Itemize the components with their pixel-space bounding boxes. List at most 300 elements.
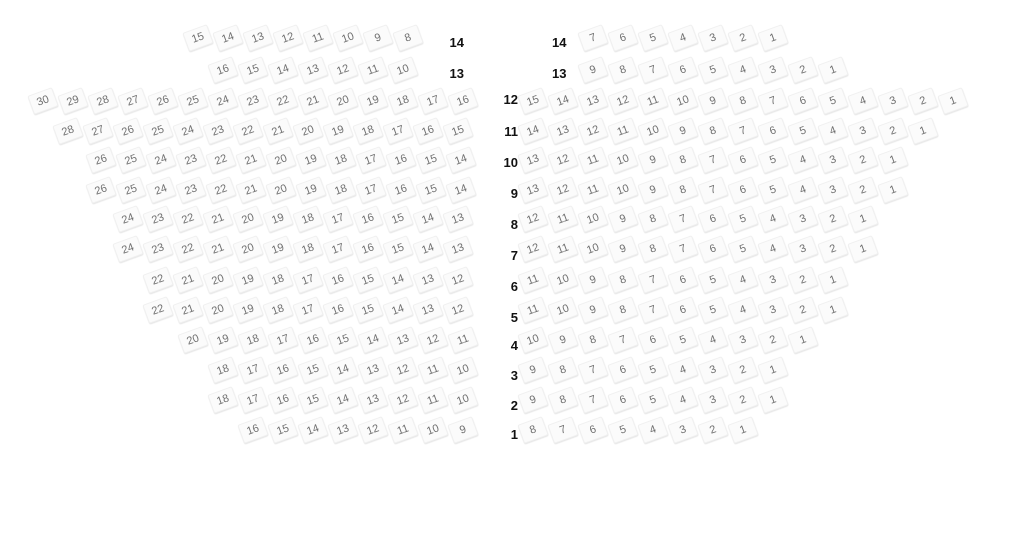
seat[interactable]: 23: [237, 87, 268, 115]
seat[interactable]: 14: [547, 87, 578, 115]
seat[interactable]: 4: [667, 24, 698, 52]
seat[interactable]: 26: [147, 87, 178, 115]
seat[interactable]: 4: [727, 296, 758, 324]
seat[interactable]: 4: [667, 356, 698, 384]
seat[interactable]: 21: [297, 87, 328, 115]
seat[interactable]: 14: [445, 146, 476, 174]
seat[interactable]: 2: [877, 117, 908, 145]
seat[interactable]: 22: [172, 205, 203, 233]
seat[interactable]: 2: [847, 176, 878, 204]
seat[interactable]: 13: [387, 326, 418, 354]
seat[interactable]: 10: [577, 205, 608, 233]
seat[interactable]: 5: [757, 176, 788, 204]
seat[interactable]: 4: [727, 56, 758, 84]
seat[interactable]: 21: [202, 235, 233, 263]
seat[interactable]: 15: [267, 416, 298, 444]
seat[interactable]: 24: [112, 235, 143, 263]
seat[interactable]: 14: [382, 296, 413, 324]
seat[interactable]: 13: [242, 24, 273, 52]
seat[interactable]: 1: [757, 356, 788, 384]
seat[interactable]: 16: [297, 326, 328, 354]
seat[interactable]: 13: [357, 356, 388, 384]
seat[interactable]: 1: [907, 117, 938, 145]
seat[interactable]: 19: [322, 117, 353, 145]
seat[interactable]: 7: [547, 416, 578, 444]
seat[interactable]: 17: [382, 117, 413, 145]
seat[interactable]: 9: [362, 24, 393, 52]
seat[interactable]: 8: [577, 326, 608, 354]
seat[interactable]: 10: [517, 326, 548, 354]
seat[interactable]: 27: [117, 87, 148, 115]
seat[interactable]: 1: [817, 266, 848, 294]
seat[interactable]: 12: [327, 56, 358, 84]
seat[interactable]: 3: [817, 176, 848, 204]
seat[interactable]: 8: [392, 24, 423, 52]
seat[interactable]: 10: [387, 56, 418, 84]
seat[interactable]: 8: [517, 416, 548, 444]
seat[interactable]: 11: [517, 296, 548, 324]
seat[interactable]: 5: [697, 266, 728, 294]
seat[interactable]: 7: [637, 56, 668, 84]
seat[interactable]: 6: [697, 235, 728, 263]
seat[interactable]: 22: [205, 176, 236, 204]
seat[interactable]: 10: [332, 24, 363, 52]
seat[interactable]: 2: [727, 24, 758, 52]
seat[interactable]: 18: [387, 87, 418, 115]
seat[interactable]: 15: [382, 235, 413, 263]
seat[interactable]: 17: [292, 296, 323, 324]
seat[interactable]: 23: [175, 176, 206, 204]
seat[interactable]: 7: [757, 87, 788, 115]
seat[interactable]: 16: [352, 205, 383, 233]
seat[interactable]: 15: [442, 117, 473, 145]
seat[interactable]: 21: [235, 146, 266, 174]
seat[interactable]: 13: [517, 146, 548, 174]
seat[interactable]: 23: [142, 235, 173, 263]
seat[interactable]: 18: [325, 146, 356, 174]
seat[interactable]: 7: [577, 24, 608, 52]
seat[interactable]: 8: [697, 117, 728, 145]
seat[interactable]: 6: [607, 356, 638, 384]
seat[interactable]: 9: [637, 146, 668, 174]
seat[interactable]: 16: [412, 117, 443, 145]
seat[interactable]: 14: [267, 56, 298, 84]
seat[interactable]: 7: [577, 356, 608, 384]
seat[interactable]: 6: [727, 176, 758, 204]
seat[interactable]: 28: [87, 87, 118, 115]
seat[interactable]: 25: [115, 146, 146, 174]
seat[interactable]: 26: [85, 176, 116, 204]
seat[interactable]: 11: [577, 176, 608, 204]
seat[interactable]: 17: [267, 326, 298, 354]
seat[interactable]: 15: [182, 24, 213, 52]
seat[interactable]: 12: [442, 296, 473, 324]
seat[interactable]: 14: [412, 235, 443, 263]
seat[interactable]: 7: [607, 326, 638, 354]
seat[interactable]: 4: [787, 176, 818, 204]
seat[interactable]: 4: [817, 117, 848, 145]
seat[interactable]: 14: [445, 176, 476, 204]
seat[interactable]: 2: [817, 205, 848, 233]
seat[interactable]: 5: [697, 56, 728, 84]
seat[interactable]: 18: [292, 235, 323, 263]
seat[interactable]: 8: [547, 386, 578, 414]
seat[interactable]: 1: [757, 24, 788, 52]
seat[interactable]: 15: [237, 56, 268, 84]
seat[interactable]: 11: [447, 326, 478, 354]
seat[interactable]: 1: [937, 87, 968, 115]
seat[interactable]: 16: [267, 356, 298, 384]
seat[interactable]: 22: [142, 266, 173, 294]
seat[interactable]: 6: [607, 386, 638, 414]
seat[interactable]: 15: [327, 326, 358, 354]
seat[interactable]: 20: [292, 117, 323, 145]
seat[interactable]: 1: [847, 235, 878, 263]
seat[interactable]: 20: [177, 326, 208, 354]
seat[interactable]: 6: [667, 266, 698, 294]
seat[interactable]: 7: [577, 386, 608, 414]
seat[interactable]: 19: [295, 146, 326, 174]
seat[interactable]: 1: [727, 416, 758, 444]
seat[interactable]: 9: [697, 87, 728, 115]
seat[interactable]: 3: [757, 296, 788, 324]
seat[interactable]: 24: [172, 117, 203, 145]
seat[interactable]: 5: [727, 235, 758, 263]
seat[interactable]: 18: [262, 296, 293, 324]
seat[interactable]: 2: [727, 386, 758, 414]
seat[interactable]: 22: [232, 117, 263, 145]
seat[interactable]: 12: [387, 356, 418, 384]
seat[interactable]: 9: [667, 117, 698, 145]
seat[interactable]: 11: [607, 117, 638, 145]
seat[interactable]: 21: [235, 176, 266, 204]
seat[interactable]: 14: [327, 356, 358, 384]
seat[interactable]: 6: [667, 56, 698, 84]
seat[interactable]: 13: [297, 56, 328, 84]
seat[interactable]: 9: [517, 356, 548, 384]
seat[interactable]: 22: [267, 87, 298, 115]
seat[interactable]: 15: [415, 146, 446, 174]
seat[interactable]: 14: [327, 386, 358, 414]
seat[interactable]: 28: [52, 117, 83, 145]
seat[interactable]: 10: [607, 146, 638, 174]
seat[interactable]: 5: [637, 356, 668, 384]
seat[interactable]: 26: [85, 146, 116, 174]
seat[interactable]: 14: [297, 416, 328, 444]
seat[interactable]: 18: [352, 117, 383, 145]
seat[interactable]: 18: [325, 176, 356, 204]
seat[interactable]: 17: [237, 356, 268, 384]
seat[interactable]: 8: [667, 146, 698, 174]
seat[interactable]: 17: [237, 386, 268, 414]
seat[interactable]: 20: [232, 235, 263, 263]
seat[interactable]: 17: [417, 87, 448, 115]
seat[interactable]: 6: [727, 146, 758, 174]
seat[interactable]: 1: [877, 176, 908, 204]
seat[interactable]: 9: [607, 235, 638, 263]
seat[interactable]: 8: [667, 176, 698, 204]
seat[interactable]: 8: [607, 266, 638, 294]
seat[interactable]: 9: [447, 416, 478, 444]
seat[interactable]: 2: [907, 87, 938, 115]
seat[interactable]: 12: [272, 24, 303, 52]
seat[interactable]: 16: [385, 176, 416, 204]
seat[interactable]: 19: [357, 87, 388, 115]
seat[interactable]: 8: [607, 296, 638, 324]
seat[interactable]: 22: [205, 146, 236, 174]
seat[interactable]: 1: [817, 296, 848, 324]
seat[interactable]: 16: [322, 266, 353, 294]
seat[interactable]: 3: [727, 326, 758, 354]
seat[interactable]: 20: [232, 205, 263, 233]
seat[interactable]: 5: [787, 117, 818, 145]
seat[interactable]: 18: [207, 386, 238, 414]
seat[interactable]: 7: [637, 266, 668, 294]
seat[interactable]: 19: [232, 296, 263, 324]
seat[interactable]: 8: [727, 87, 758, 115]
seat[interactable]: 11: [637, 87, 668, 115]
seat[interactable]: 11: [517, 266, 548, 294]
seat[interactable]: 12: [547, 146, 578, 174]
seat[interactable]: 10: [577, 235, 608, 263]
seat[interactable]: 11: [387, 416, 418, 444]
seat[interactable]: 2: [697, 416, 728, 444]
seat[interactable]: 19: [262, 235, 293, 263]
seat[interactable]: 9: [517, 386, 548, 414]
seat[interactable]: 1: [757, 386, 788, 414]
seat[interactable]: 15: [352, 296, 383, 324]
seat[interactable]: 4: [787, 146, 818, 174]
seat[interactable]: 13: [442, 205, 473, 233]
seat[interactable]: 8: [637, 205, 668, 233]
seat[interactable]: 2: [787, 56, 818, 84]
seat[interactable]: 6: [697, 205, 728, 233]
seat[interactable]: 23: [175, 146, 206, 174]
seat[interactable]: 13: [547, 117, 578, 145]
seat[interactable]: 9: [577, 266, 608, 294]
seat[interactable]: 24: [207, 87, 238, 115]
seat[interactable]: 6: [607, 24, 638, 52]
seat[interactable]: 9: [637, 176, 668, 204]
seat[interactable]: 20: [202, 296, 233, 324]
seat[interactable]: 13: [577, 87, 608, 115]
seat[interactable]: 13: [327, 416, 358, 444]
seat[interactable]: 5: [607, 416, 638, 444]
seat[interactable]: 23: [142, 205, 173, 233]
seat[interactable]: 14: [412, 205, 443, 233]
seat[interactable]: 4: [757, 205, 788, 233]
seat[interactable]: 20: [265, 176, 296, 204]
seat[interactable]: 13: [442, 235, 473, 263]
seat[interactable]: 6: [757, 117, 788, 145]
seat[interactable]: 11: [302, 24, 333, 52]
seat[interactable]: 2: [817, 235, 848, 263]
seat[interactable]: 10: [447, 386, 478, 414]
seat[interactable]: 3: [787, 235, 818, 263]
seat[interactable]: 12: [547, 176, 578, 204]
seat[interactable]: 27: [82, 117, 113, 145]
seat[interactable]: 11: [547, 205, 578, 233]
seat[interactable]: 3: [847, 117, 878, 145]
seat[interactable]: 25: [142, 117, 173, 145]
seat[interactable]: 14: [517, 117, 548, 145]
seat[interactable]: 14: [212, 24, 243, 52]
seat[interactable]: 15: [382, 205, 413, 233]
seat[interactable]: 11: [357, 56, 388, 84]
seat[interactable]: 16: [322, 296, 353, 324]
seat[interactable]: 3: [697, 24, 728, 52]
seat[interactable]: 12: [387, 386, 418, 414]
seat[interactable]: 17: [355, 176, 386, 204]
seat[interactable]: 9: [577, 296, 608, 324]
seat[interactable]: 10: [547, 266, 578, 294]
seat[interactable]: 16: [447, 87, 478, 115]
seat[interactable]: 4: [727, 266, 758, 294]
seat[interactable]: 6: [667, 296, 698, 324]
seat[interactable]: 3: [817, 146, 848, 174]
seat[interactable]: 16: [267, 386, 298, 414]
seat[interactable]: 14: [382, 266, 413, 294]
seat[interactable]: 24: [145, 146, 176, 174]
seat[interactable]: 18: [292, 205, 323, 233]
seat[interactable]: 17: [355, 146, 386, 174]
seat[interactable]: 8: [637, 235, 668, 263]
seat[interactable]: 6: [787, 87, 818, 115]
seat[interactable]: 8: [607, 56, 638, 84]
seat[interactable]: 25: [115, 176, 146, 204]
seat[interactable]: 16: [207, 56, 238, 84]
seat[interactable]: 9: [607, 205, 638, 233]
seat[interactable]: 26: [112, 117, 143, 145]
seat[interactable]: 5: [757, 146, 788, 174]
seat[interactable]: 21: [172, 266, 203, 294]
seat[interactable]: 18: [207, 356, 238, 384]
seat[interactable]: 16: [385, 146, 416, 174]
seat[interactable]: 12: [517, 235, 548, 263]
seat[interactable]: 10: [667, 87, 698, 115]
seat[interactable]: 19: [262, 205, 293, 233]
seat[interactable]: 3: [787, 205, 818, 233]
seat[interactable]: 21: [262, 117, 293, 145]
seat[interactable]: 10: [417, 416, 448, 444]
seat[interactable]: 12: [577, 117, 608, 145]
seat[interactable]: 10: [607, 176, 638, 204]
seat[interactable]: 18: [262, 266, 293, 294]
seat[interactable]: 12: [357, 416, 388, 444]
seat[interactable]: 5: [637, 386, 668, 414]
seat[interactable]: 5: [697, 296, 728, 324]
seat[interactable]: 15: [517, 87, 548, 115]
seat[interactable]: 17: [292, 266, 323, 294]
seat[interactable]: 29: [57, 87, 88, 115]
seat[interactable]: 11: [577, 146, 608, 174]
seat[interactable]: 1: [817, 56, 848, 84]
seat[interactable]: 5: [667, 326, 698, 354]
seat[interactable]: 5: [817, 87, 848, 115]
seat[interactable]: 3: [697, 386, 728, 414]
seat[interactable]: 4: [757, 235, 788, 263]
seat[interactable]: 8: [547, 356, 578, 384]
seat[interactable]: 5: [637, 24, 668, 52]
seat[interactable]: 2: [727, 356, 758, 384]
seat[interactable]: 13: [517, 176, 548, 204]
seat[interactable]: 24: [112, 205, 143, 233]
seat[interactable]: 3: [757, 56, 788, 84]
seat[interactable]: 4: [697, 326, 728, 354]
seat[interactable]: 10: [637, 117, 668, 145]
seat[interactable]: 10: [547, 296, 578, 324]
seat[interactable]: 23: [202, 117, 233, 145]
seat[interactable]: 19: [232, 266, 263, 294]
seat[interactable]: 11: [547, 235, 578, 263]
seat[interactable]: 11: [417, 356, 448, 384]
seat[interactable]: 12: [442, 266, 473, 294]
seat[interactable]: 15: [297, 356, 328, 384]
seat[interactable]: 4: [637, 416, 668, 444]
seat[interactable]: 15: [352, 266, 383, 294]
seat[interactable]: 9: [577, 56, 608, 84]
seat[interactable]: 2: [847, 146, 878, 174]
seat[interactable]: 2: [787, 296, 818, 324]
seat[interactable]: 18: [237, 326, 268, 354]
seat[interactable]: 12: [517, 205, 548, 233]
seat[interactable]: 2: [757, 326, 788, 354]
seat[interactable]: 20: [327, 87, 358, 115]
seat[interactable]: 7: [667, 205, 698, 233]
seat[interactable]: 12: [607, 87, 638, 115]
seat[interactable]: 1: [787, 326, 818, 354]
seat[interactable]: 7: [637, 296, 668, 324]
seat[interactable]: 3: [697, 356, 728, 384]
seat[interactable]: 1: [847, 205, 878, 233]
seat[interactable]: 16: [352, 235, 383, 263]
seat[interactable]: 3: [757, 266, 788, 294]
seat[interactable]: 25: [177, 87, 208, 115]
seat[interactable]: 17: [322, 205, 353, 233]
seat[interactable]: 3: [877, 87, 908, 115]
seat[interactable]: 16: [237, 416, 268, 444]
seat[interactable]: 13: [412, 296, 443, 324]
seat[interactable]: 20: [202, 266, 233, 294]
seat[interactable]: 30: [27, 87, 58, 115]
seat[interactable]: 11: [417, 386, 448, 414]
seat[interactable]: 3: [667, 416, 698, 444]
seat[interactable]: 24: [145, 176, 176, 204]
seat[interactable]: 21: [172, 296, 203, 324]
seat[interactable]: 13: [357, 386, 388, 414]
seat[interactable]: 7: [667, 235, 698, 263]
seat[interactable]: 5: [727, 205, 758, 233]
seat[interactable]: 12: [417, 326, 448, 354]
seat[interactable]: 1: [877, 146, 908, 174]
seat[interactable]: 7: [727, 117, 758, 145]
seat[interactable]: 15: [415, 176, 446, 204]
seat[interactable]: 4: [847, 87, 878, 115]
seat[interactable]: 6: [637, 326, 668, 354]
seat[interactable]: 2: [787, 266, 818, 294]
seat[interactable]: 22: [172, 235, 203, 263]
seat[interactable]: 22: [142, 296, 173, 324]
seat[interactable]: 7: [697, 176, 728, 204]
seat[interactable]: 4: [667, 386, 698, 414]
seat[interactable]: 15: [297, 386, 328, 414]
seat[interactable]: 17: [322, 235, 353, 263]
seat[interactable]: 19: [295, 176, 326, 204]
seat[interactable]: 21: [202, 205, 233, 233]
seat[interactable]: 6: [577, 416, 608, 444]
seat[interactable]: 14: [357, 326, 388, 354]
seat[interactable]: 7: [697, 146, 728, 174]
